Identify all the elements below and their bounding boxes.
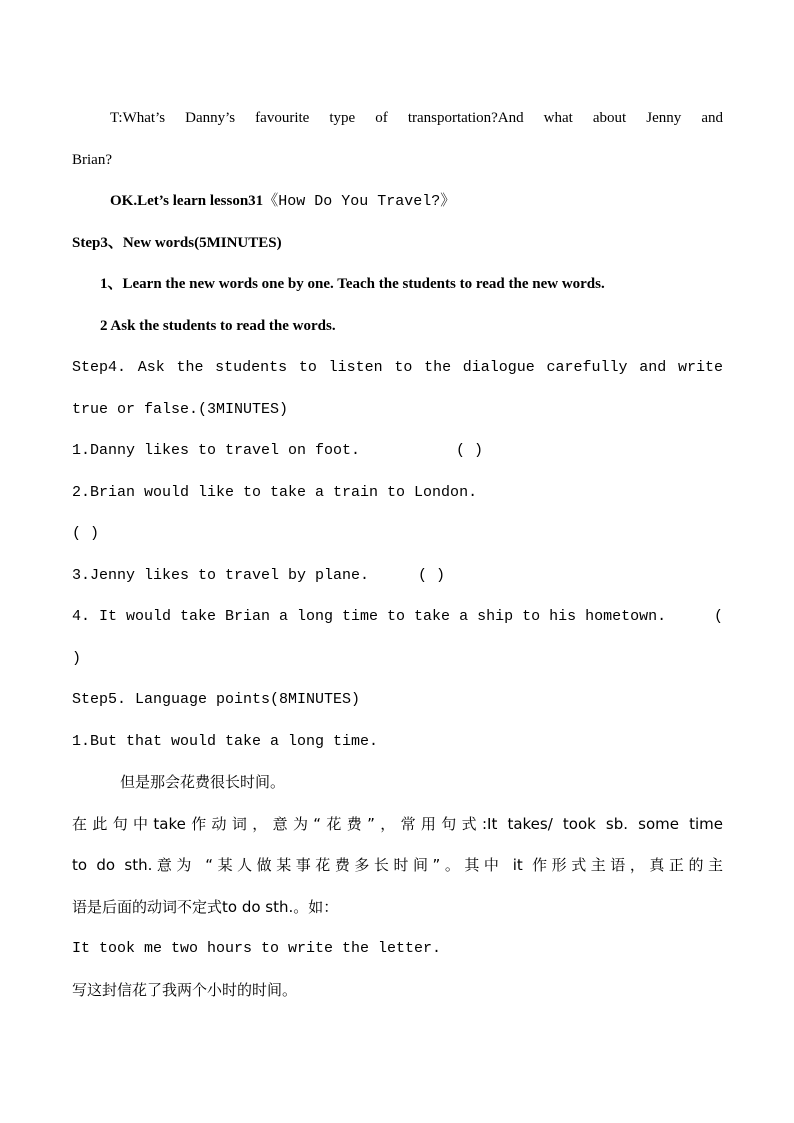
step4-q4-text: 4. It would take Brian a long time to take a ship to his hometown. — [72, 608, 667, 625]
intro-ok-prefix: OK.Let’s learn lesson31 — [110, 193, 264, 209]
step4-q3 — [72, 555, 723, 597]
step4-q2: 2.Brian would like to take a train to London. — [72, 483, 478, 501]
step5-explain-line1: 在此句中take作动词，意为“花费”，常用句式:It takes/ took sb. some time — [72, 814, 723, 833]
step3-item1: 1、Learn the new words one by one. Teach the students to read the new words. — [100, 276, 605, 292]
step4-q1-blank: ( ) — [456, 442, 484, 459]
step5-point1-cn: 但是那会花费很长时间。 — [120, 773, 286, 791]
document-page — [72, 98, 723, 1011]
step4-heading-line2: true or false.(3MINUTES) — [72, 400, 289, 418]
intro-ok-title: 《How Do You Travel?》 — [263, 193, 456, 210]
step5-explain-line3: 语是后面的动词不定式to do sth.。如： — [72, 897, 339, 916]
intro-question-line1: T:What’s Danny’s favourite type of transportation?And what about Jenny and — [110, 110, 723, 126]
step5-example-cn: 写这封信花了我两个小时的时间。 — [72, 980, 298, 999]
step4-q3-blank: ( ) — [418, 566, 446, 584]
step4-heading-line1: Step4. Ask the students to listen to the dialogue carefully and write — [72, 359, 723, 376]
step4-q1-text: 1.Danny likes to travel on foot. — [72, 442, 361, 459]
step4-q4-blank-open: ( — [713, 608, 723, 625]
step5-explain-line2: to do sth.意为 “某人做某事花费多长时间”。其中 it 作形式主语，真正的主 — [72, 856, 723, 874]
step4-q4-blank-close: ) — [72, 649, 82, 667]
step4-q4 — [72, 596, 723, 638]
step4-q1 — [72, 430, 723, 472]
step5-heading: Step5. Language points(8MINUTES) — [72, 691, 361, 708]
step5-point1: 1.But that would take a long time. — [72, 732, 379, 750]
step3-heading: Step3、New words(5MINUTES) — [72, 234, 282, 251]
step4-q3-text: 3.Jenny likes to travel by plane. — [72, 566, 370, 584]
intro-ok-line — [72, 181, 723, 223]
step5-example-en: It took me two hours to write the letter. — [72, 940, 442, 957]
step3-item2: 2 Ask the students to read the words. — [100, 317, 336, 334]
step4-q2-blank: ( ) — [72, 525, 100, 542]
intro-question-line2: Brian? — [72, 151, 112, 168]
